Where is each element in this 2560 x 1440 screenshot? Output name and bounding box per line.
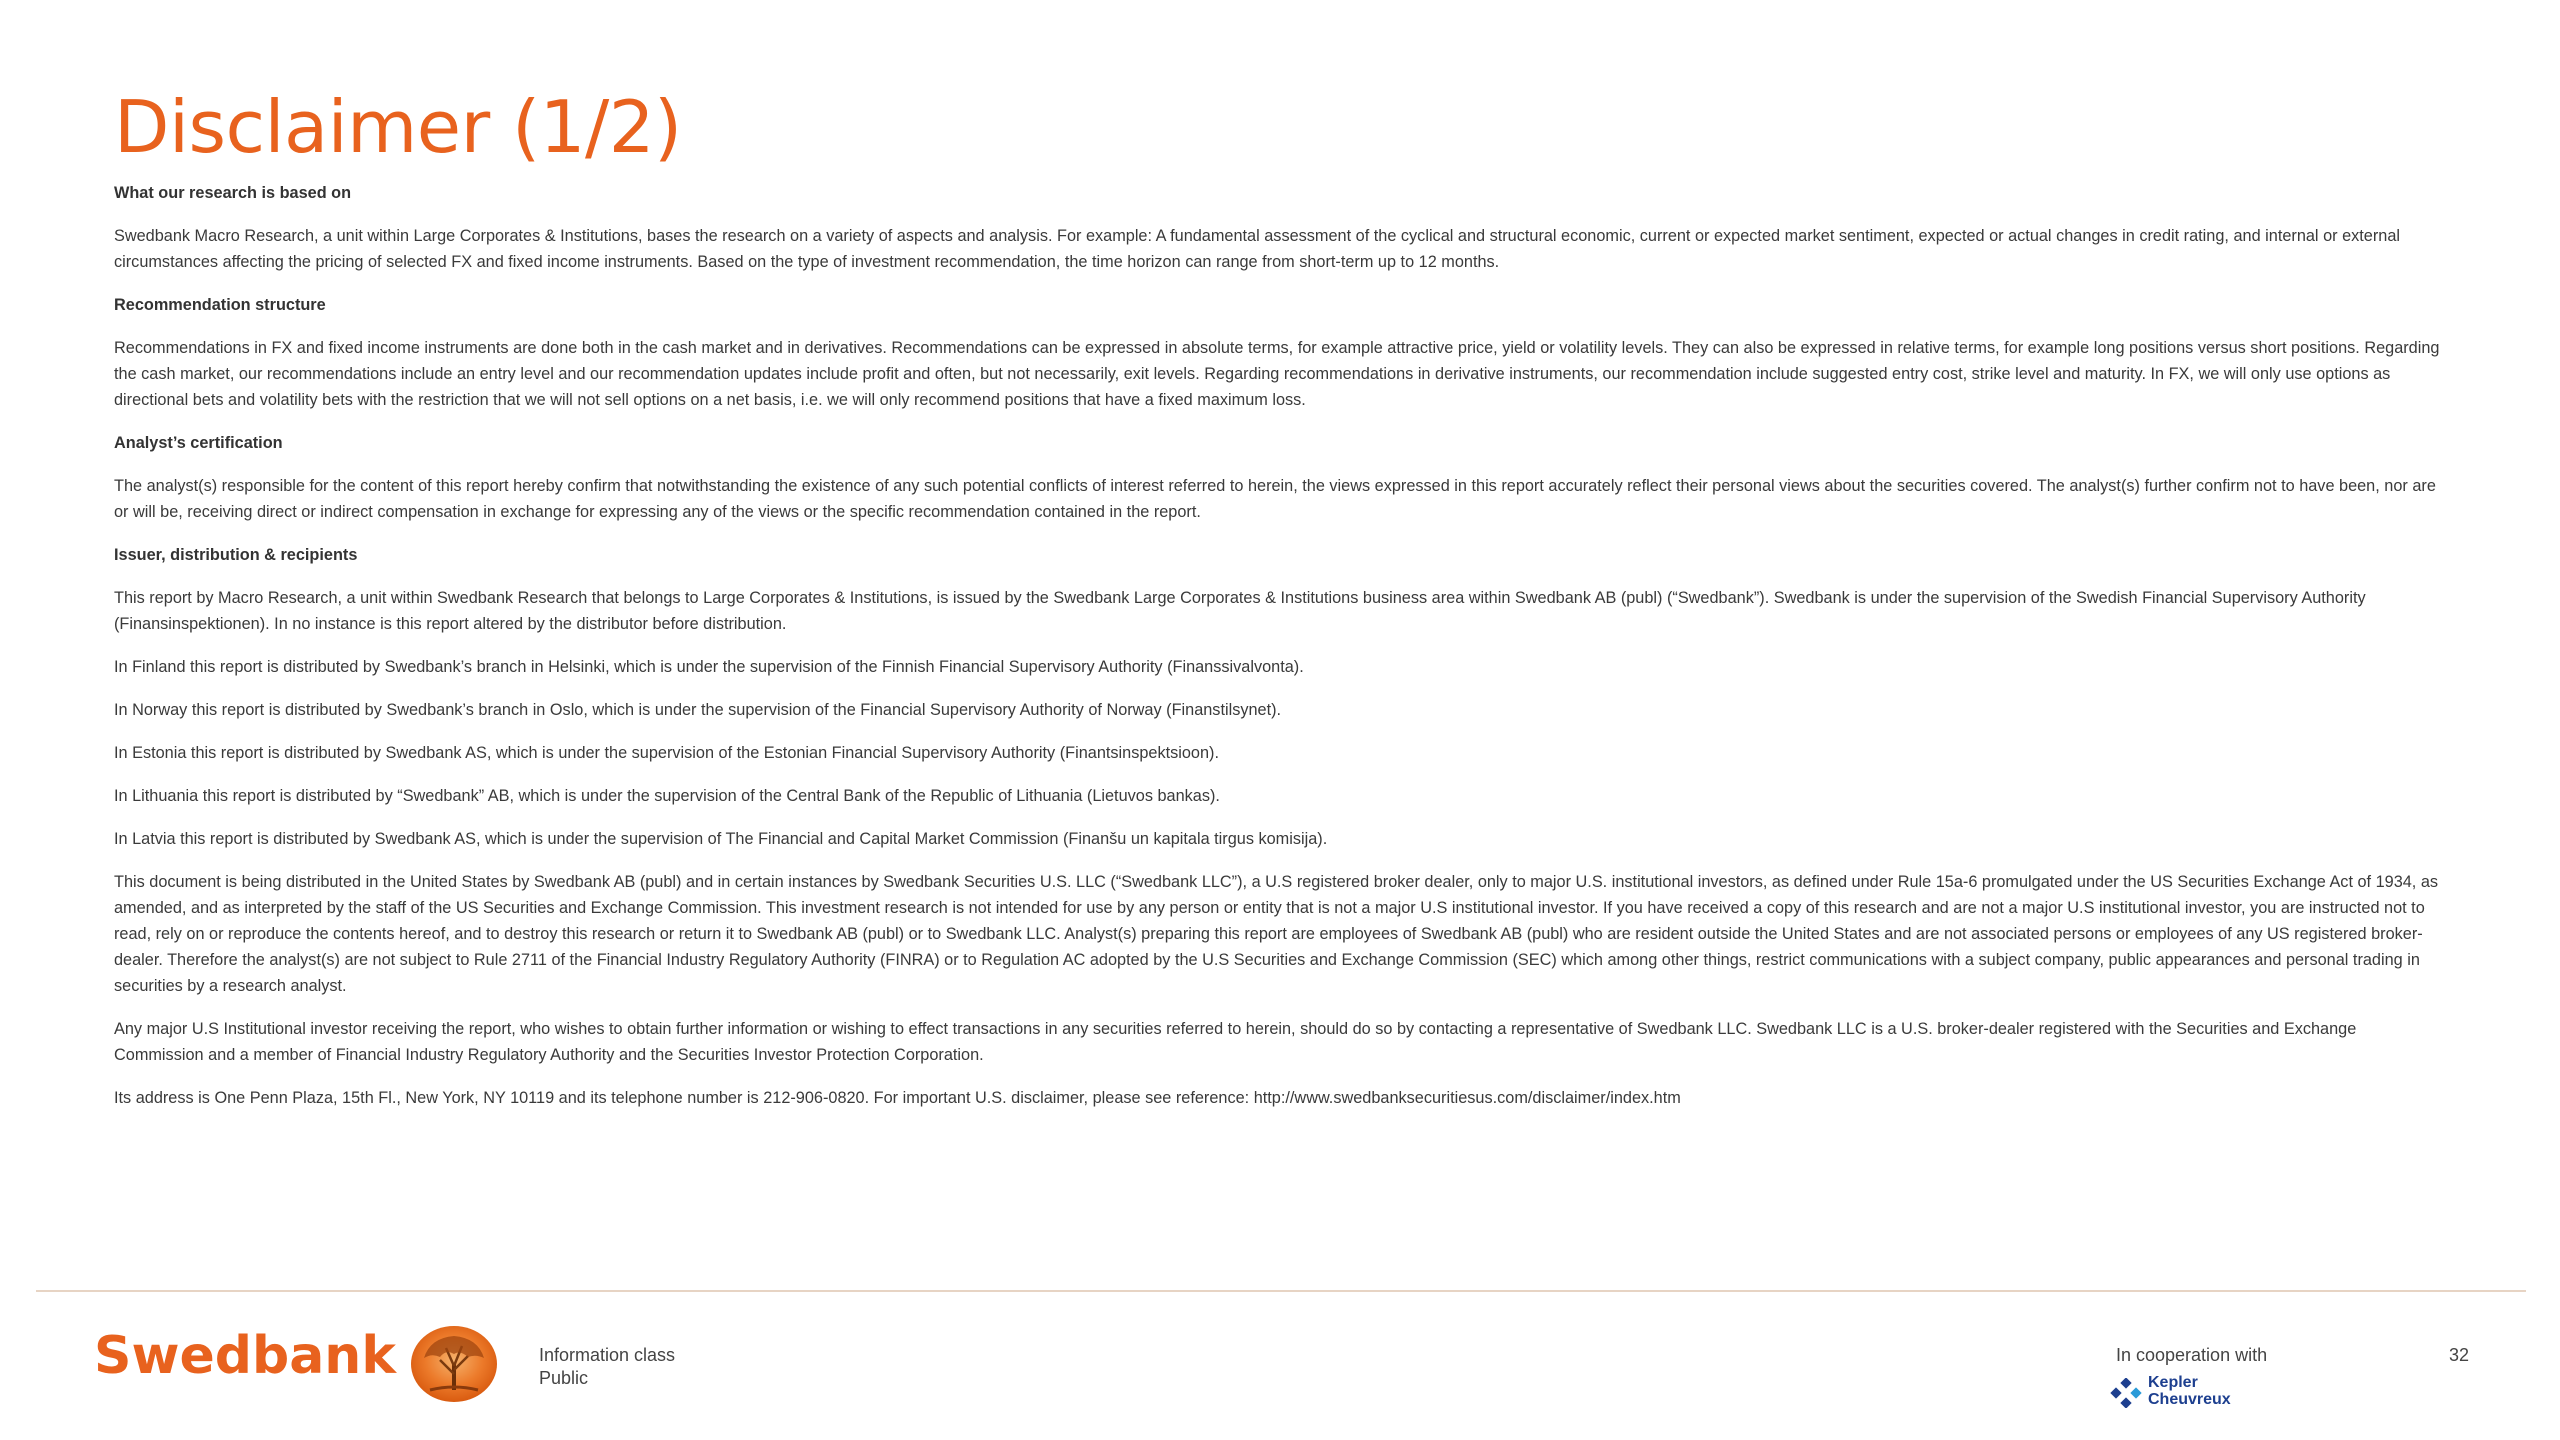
kepler-wordmark (2148, 1374, 2231, 1408)
section-heading: Analyst’s certification (114, 434, 283, 452)
footer-divider (36, 1290, 2526, 1292)
kepler-star-icon (2110, 1378, 2144, 1408)
swedbank-logo-text: Swedbank (94, 1326, 396, 1386)
swedbank-logo (94, 1320, 514, 1404)
oak-tree-icon (410, 1324, 498, 1404)
section-paragraph: In Norway this report is distributed by Swedbank’s branch in Oslo, which is under the supervision of the Financial Supervisory Authority of Norway (Finanstilsynet). (114, 701, 1282, 719)
section-paragraph: This document is being distributed in the United States by Swedbank AB (publ) and in certain instances by Swedbank Securities U.S. LLC (“Swedbank LLC”), a U.S registered broker dealer, only to major U.S. institutional investors, as defined under Rule 15a-6 promulgated under the US Securities Exchange Act of 1934, as amended, and as interpreted by the staff of the US Securities and Exchange Commission. This investment research is not intended for use by any person or entity that is not a major U.S institutional investor. If you have received a copy of this research and are not a major U.S institutional investor, you are instructed not to read, rely on or reproduce the contents hereof, and to destroy this research or return it to Swedbank AB (publ) or to Swedbank LLC. Analyst(s) preparing this report are employees of Swedbank AB (publ) who are resident outside the United States and are not associated persons or employees of any US registered broker-dealer. Therefore the analyst(s) are not subject to Rule 2711 of the Financial Industry Regulatory Authority (FINRA) or to Regulation AC adopted by the U.S Securities and Exchange Commission (SEC) which among other things, restrict communications with a subject company, public appearances and personal trading in securities by a research analyst. (114, 873, 2439, 995)
page-title: Disclaimer (1/2) (114, 85, 682, 169)
info-class-label: Information class (539, 1345, 676, 1365)
section-heading: Issuer, distribution & recipients (114, 546, 358, 564)
section-paragraph: In Lithuania this report is distributed by “Swedbank” AB, which is under the supervision of the Central Bank of the Republic of Lithuania (Lietuvos bankas). (114, 787, 1220, 805)
section-heading: What our research is based on (114, 184, 352, 202)
cooperation-label: In cooperation with (2116, 1345, 2268, 1365)
disclaimer-body (114, 180, 2450, 1128)
section-heading: Recommendation structure (114, 296, 326, 314)
page-number: 32 (2449, 1345, 2470, 1365)
section-paragraph: This report by Macro Research, a unit within Swedbank Research that belongs to Large Corporates & Institutions, is issued by the Swedbank Large Corporates & Institutions business area within Swedbank AB (publ) (“Swedbank”). Swedbank is under the supervision of the Swedish Financial Supervisory Authority (Finansinspektionen). In no instance is this report altered by the distributor before distribution. (114, 589, 2366, 633)
information-class (539, 1344, 675, 1390)
section-paragraph: In Estonia this report is distributed by Swedbank AS, which is under the supervision of the Estonian Financial Supervisory Authority (Finantsinspektsioon). (114, 744, 1219, 762)
kepler-line1: Kepler (2148, 1374, 2198, 1391)
section-paragraph: Its address is One Penn Plaza, 15th Fl., New York, NY 10119 and its telephone number is 212-906-0820. For important U.S. disclaimer, please see reference: http://www.swedbanksecuritiesus.com/disclaimer/index.htm (114, 1089, 1681, 1107)
section-paragraph: The analyst(s) responsible for the content of this report hereby confirm that notwithstanding the existence of any such potential conflicts of interest referred to herein, the views expressed in this report accurately reflect their personal views about the securities covered. The analyst(s) further confirm not to have been, nor are or will be, receiving direct or indirect compensation in exchange for expressing any of the views or the specific recommendation contained in the report. (114, 477, 2436, 521)
info-class-value: Public (539, 1368, 589, 1388)
section-paragraph: Any major U.S Institutional investor receiving the report, who wishes to obtain further information or wishing to effect transactions in any securities referred to herein, should do so by contacting a representative of Swedbank LLC. Swedbank LLC is a U.S. broker-dealer registered with the Securities and Exchange Commission and a member of Financial Industry Regulatory Authority and the Securities Investor Protection Corporation. (114, 1020, 2357, 1064)
section-paragraph: Recommendations in FX and fixed income instruments are done both in the cash market and in derivatives. Recommendations can be expressed in absolute terms, for example attractive price, yield or volatility levels. They can also be expressed in relative terms, for example long positions versus short positions. Regarding the cash market, our recommendations include an entry level and our recommendation updates include profit and often, but not necessarily, exit levels. Regarding recommendations in derivative instruments, our recommendation include suggested entry cost, strike level and maturity. In FX, we will only use options as directional bets and volatility bets with the restriction that we will not sell options on a net basis, i.e. we will only recommend positions that have a fixed maximum loss. (114, 339, 2440, 409)
section-paragraph: In Latvia this report is distributed by Swedbank AS, which is under the supervision of The Financial and Capital Market Commission (Finanšu un kapitala tirgus komisija). (114, 830, 1328, 848)
kepler-line2: Cheuvreux (2148, 1391, 2231, 1408)
kepler-cheuvreux-logo (2106, 1374, 2266, 1414)
section-paragraph: Swedbank Macro Research, a unit within Large Corporates & Institutions, bases the research on a variety of aspects and analysis. For example: A fundamental assessment of the cyclical and structural economic, current or expected market sentiment, expected or actual changes in credit rating, and internal or external circumstances affecting the pricing of selected FX and fixed income instruments. Based on the type of investment recommendation, the time horizon can range from short-term up to 12 months. (114, 227, 2400, 271)
section-paragraph: In Finland this report is distributed by Swedbank’s branch in Helsinki, which is under the supervision of the Finnish Financial Supervisory Authority (Finanssivalvonta). (114, 658, 1304, 676)
